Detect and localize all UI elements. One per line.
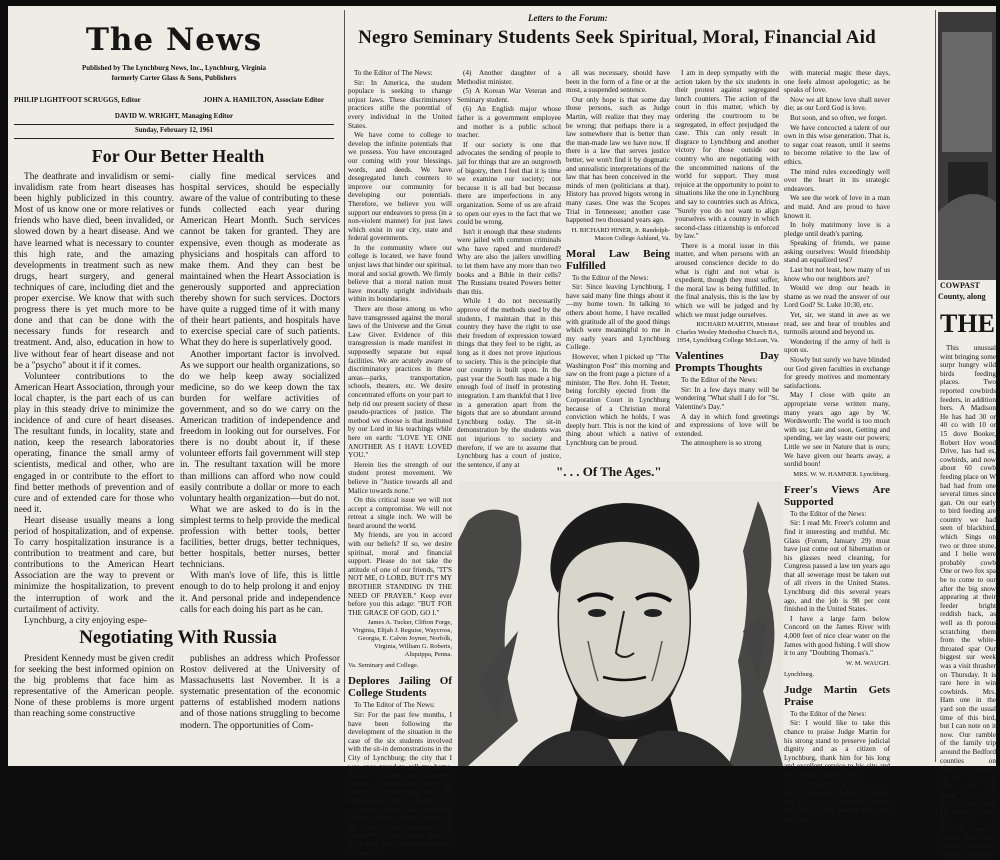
letter-paragraph: Now we all know love shall never die; as our Lord God is love. (784, 95, 890, 113)
letter-paragraph: Sir: I would like to take this chance to praise Judge Martin for his strong stand to preserve judicial dignity and as a citizen of Lynchburg, thank him for his long and excellent service to his city and state in the cause of justice. (784, 719, 890, 779)
letter-paragraph: However, when I picked up "The Washington Post" this morning and saw on the front page a picture of a minister, The Rev. John H. Teeter, being forcibly ejected from the Corporation Court in Lynchburg because of a Christian moral conviction which he holds, I was deeply hurt. This is not the kind of thing about which a native of Lynchburg can be proud. (566, 353, 670, 447)
letter-paragraph: Herein lies the strength of our student protest movement. We believe in "Justice towards all and Malice towards none." (348, 460, 452, 495)
letter-paragraph: Yet, sir, we stand in awe as we read, see and hear of troubles and turmoils around and beyond us. (784, 311, 890, 337)
letter-paragraph: To the Editor of the News: (572, 273, 649, 282)
letter-paragraph: with material magic these days, one feels almost apologetic; as he speaks of love. (784, 69, 890, 95)
letter-paragraph: In the community where our college is located, we have found unjust laws that hinder our spiritual, moral and social growth. We firmly believe that a moral nation must have morally upright individuals within its boundaries. (348, 243, 452, 304)
letter-paragraph: May I close with quite an appropriate verse written many, many years ago age by W. Wordsworth: The world is too much with us; Late and soon, Getting and spending, we lay waste our powers; Little we see in Nature that is ours; We have given our hearts away, a sordid boon! (784, 391, 890, 469)
column-divider (935, 10, 936, 762)
letter-signature: James A. Tucker, Clifton Forge, Virginia, Elijah J. Reguise, Waycross, Georgia, E. Calvin Joyner, Norfolk, Virginia, William G. Roberts, Aliquippa, Penna. (352, 619, 452, 659)
masthead (8, 6, 340, 144)
nature-paragraph: This unusual wint bringing some surpr hungry wild birds feeding places. Two reported cowbirds feeders, in addition bers. A Madison He has had 30 or 40 co with 10 or 15 dove Booker, Robert Hov wood Drive, has had es, cowbirds, and now about 60 cowb feeding place on W had had from one several times since gan. On our early to bird feeding are country we had seen of blackbird, which Sings on two or three stone, and I belie were probably cowb One or two fox spa be to come to our after the big snow appearing at their feeder bright reddish back, as well as th porous scratching them from the white-throated spar Our biggest sur week was a visit thrasher on Thursday. It is rare here in win cowbirds. Mrs. Ham one in the yard son the usual time of this bird, but I can note on it now. Our ramble of the family trip around the Bedford counties on afternoon. The rout on US 29 to its inter route 24, about 12 m city. We followed about 16 miles to route 43, which to Bedford. Here we 122 to Big Island back to Lynchburg. route for seeing the (940, 344, 996, 860)
letter-paragraph: Isn't it enough that these students were jailed with common criminals who have raped and murdered? Why are also the jailers unwilling to let them have any more than two books and a Bible in their cells? The Russians treated Powers better than this. (457, 227, 561, 296)
letter-paragraph: To the Editor of the News: (790, 709, 867, 718)
letter-paragraph: My friends, are you in accord with our beliefs? If so, we desire spiritual, moral and financial support. Please do not take the attitude of one of our friends, "IT'S NOT ME, O LORD, BUT IT'S MY BROTHER STANDING IN THE NEED OF PRAYER." Keep ever before you this adage: "BUT FOR THE GRACE OF GOD, GO I." (348, 531, 452, 617)
letter-paragraph: We see the work of love in a man and maid. And are proud to have known it. (784, 194, 890, 220)
forum-column-b (457, 69, 561, 469)
newspaper-page (8, 6, 996, 860)
letter-paragraph: Sir: Since leaving Lynchburg, I have said many fine things about it—my home town. In talking to others about home, I have recalled with gratitude all of the good things which were meaningful to me in my early years and Lynchburg College. (566, 283, 670, 352)
letter-paragraph: But soon, and so often, we forget. (790, 113, 888, 122)
letter-headline: Freer's Views Are Supported (784, 483, 890, 508)
letter-signature: W. M. WAUGH. (845, 659, 890, 667)
russia-column-1 (14, 654, 174, 764)
letter-headline: Moral Law Being Fulfilled (566, 247, 670, 272)
letter-paragraph: A day in which fond greetings and expressions of love will be extended. (675, 412, 779, 438)
letter-paragraph: To the Editor of the News: (681, 376, 758, 385)
letter-headline: Deplores Jailing Of College Students (348, 675, 452, 700)
health-paragraph: Heart disease usually means a long period of hospitalization, and of expense. To carry hospitalization insurance is a contribution to treatment and care, but contributions to the American Heart Association are the way to prevent or minimize the hospitalization, to prevent the interruption of work and the curtailment of activity. (14, 515, 174, 615)
letter-paragraph: (4) Another daughter of a Methodist minister. (457, 69, 561, 86)
health-column-2 (180, 172, 340, 624)
formerly-line: formerly Carter Glass & Sons, Publishers (111, 74, 237, 82)
masthead-rule-2 (14, 138, 334, 139)
letter-organization: Va. Seminary and College. (348, 662, 419, 670)
letter-paragraph: Our only hope is that some day those persons, such as Judge Martin, will realize that they may be wrong; that perhaps there is a law somewhere that is better than the man-made law we have now. If there is a law that serves justice better, we won't find it by dogmatic and unrealistic interpretations of the law that has been conceived in the minds of men (politicians at that). History has proved bigots wrong in many cases. One was the Scopes Trial in Tennessee; another case happened two thousand years ago. (566, 95, 670, 225)
letter-paragraph: There is a moral issue in this matter, and when persons with an aroused conscience decide to do what is right and not what is expedient, though they must suffer, the moral law is being fulfilled. In the final analysis, this is the law by which we will be judged and by which we must judge ourselves. (675, 241, 779, 319)
health-paragraph: Lynchburg, a city enjoying espe- (24, 615, 147, 626)
health-paragraph: Volunteer contributions to the American Heart Association, through your local chapter, is the part each of us can play in this steady drive to minimize the incidence of and cure of heart diseases. The resultant funds, in locality, state and nation, keep the research laboratories operating, finance the small army of scientists, medical and other, who are engaged in or contribute to the effort to find better methods of prevention and of cure and of extended care for those who need it. (14, 371, 174, 515)
letter-signature: H. RICHARD HINER, Jr. Randolph-Macon College Ashland, Va. (571, 226, 670, 242)
letter-paragraph: (5) A Korean War Veteran and Seminary student. (457, 87, 561, 104)
letter-headline: Judge Martin Gets Praise (784, 683, 890, 708)
letter-paragraph: Wondering if the army of hell is upon us. (784, 337, 890, 355)
letter-paragraph: The atmosphere is so strong (681, 439, 762, 448)
letter-paragraph: I am thankful that I have never been a defendant before his court, but if I were a defendant, I would feel sure of a fair hearing and a just decision. (784, 780, 890, 823)
publisher-line: Published by The Lynchburg News, Inc., Lynchburg, Virginia (81, 64, 267, 72)
forum-column-d (675, 69, 779, 459)
issue-date: Sunday, February 12, 1961 (135, 127, 213, 134)
letter-signature: MRS. W. W. HAMNER. Lynchburg. (793, 470, 890, 478)
letter-paragraph: Sir: In America, the student populace is seeking to change unjust laws. These discriminatory practices stifle the potential of every individual in the United States. (348, 78, 452, 130)
letter-paragraph: Speaking of friends, we pause asking ourselves: Would friendship stand an equalized test? (784, 239, 890, 265)
letter-paragraph: all was necessary, should have been in the form of a fine or at the most, a suspended sentence. (566, 69, 670, 95)
letter-paragraph: While I do not necessarily approve of the methods used by the students, I maintain that in this country they have the right to use their freedom of expression toward things that they feel to be right, as long as it does not prove injurious to society. This is the principle that our country is built upon. In the past year the South has made a big enough fool of itself in protesting integration. I am thankful that I live in a generation apart from the bigots that are so abundant around Lynchburg today. The sit-in demonstration by the students was not injurious to society and therefore, if we are to assume that Lynchburg has a court of justice, the sentence, if any at (457, 297, 561, 469)
health-headline: For Our Better Health (91, 146, 265, 166)
letter-headline: Valentines Day Prompts Thoughts (675, 350, 779, 375)
nature-column (940, 344, 996, 860)
associate-editor-name: JOHN A. HAMILTON, Associate Editor (203, 96, 324, 104)
cartoon-caption: ". . . Of The Ages." (556, 464, 662, 479)
forum-label: Letters to the Forum: (528, 13, 608, 23)
russia-paragraph: publishes an address which Professor Rostov delivered at the University of Massachusetts last November. It is a systematic presentation of the economic patterns of established modern nations and of those nations struggling to become modern. The opportunities of Com- (180, 654, 340, 731)
letter-paragraph: To The Editor of The News: (354, 701, 435, 710)
letter-paragraph: Sir: I read Mr. Freer's column and find it interesting and truthful. Mr. Glass (Forum, January 29) must have just come out of hibernation or his glasses need cleaning, for Congress passed a law ten years ago that all sewerage must be taken out of all rivers in the United States. Lynchburg did this several years ago, and the job is 98 per cent finished in the United States. (784, 519, 890, 614)
lincoln-cartoon-illustration (458, 481, 783, 766)
column-headline: THE (940, 309, 995, 338)
photo-caption-subtitle: County, along (938, 292, 986, 301)
letter-paragraph: Sir: In a few days many will be wondering "What shall I do for "St. Valentine's Day." (675, 385, 779, 411)
forum-column-e (784, 69, 891, 823)
letter-paragraph: There are those among us who have transgressed against the moral laws of the Universe and the Great Law Giver. Evidence of this transgression is made manifest in supposedly separate but equal facilities. We are acutely aware of discriminatory practices in these areas—parks, transportation, schools, theaters, etc. We desire concentrated efforts on your part to help rid our present society of these pseudo-practices of justice. The method we choose is that instituted by our Lord in his teachings while here on earth: "LOVE YE ONE ANOTHER AS I HAVE LOVED YOU." (348, 305, 452, 460)
letter-paragraph: (6) An English major whose father is a government employee and mother is a public school teacher. (457, 105, 561, 140)
column-divider (344, 10, 345, 762)
letter-paragraph: Would we drop our heads in shame as we read the answer of our Lord God? St. Luke 10:30, etc. (784, 284, 890, 310)
cropped-photograph (938, 12, 996, 280)
letter-signature: RICHARD MARTIN, Minister Charles Wesley Methodist Church BA, 1954, Lynchburg College McLean, Va. (676, 321, 779, 345)
letter-place: Lynchburg. (784, 670, 815, 678)
letter-paragraph: In holy matrimony love is a pledge until death's parting. (784, 221, 890, 238)
letter-paragraph: To the Editor of the News: (790, 509, 867, 518)
russia-paragraph: President Kennedy must be given credit for seeking the best informed opinion on the big problems that face him as representative of the American people. None of these problems is more urgent than reaching some constructive (14, 654, 174, 720)
letter-paragraph: We have concocted a talent of our own in this wise generation. That is, to sugar coat reason, until it seems to become relative to the law of ethics. (784, 123, 890, 166)
letter-paragraph: The mind rules exceedingly well over the heart in its strategic endeavors. (784, 167, 890, 193)
health-paragraph: What we are asked to do is in the simplest terms to help provide the medical profession with better tools, better facilities, better drugs, better techniques, better hospitals, better nurses, better technicians. (180, 504, 340, 571)
letter-paragraph: Sir: For the past few months, I have been following the development of the situation in the case of the six students involved with the sit-in demonstrations in the City of Lynchburg; the city that I was once proud to call my home. While watching the situation progress, I had enough faith in the people of Lynchburg and the Corporation Court to think that a reasonable solution and punishment (short of jailing) could be reached if the Court felt that punishment was necessary. Words cannot describe the feeling that I experienced when I learned of (348, 711, 452, 857)
letter-paragraph: We have come to college to develop the infinite potentials that we possess. You have encouraged our coming with your blessings, words, and deeds. We have desegregated lunch counters to improve our community for developing our potentials. Therefore, we believe you will support our endeavors to press (in a non-violent manner) for just laws which exist in our city, state and federal governments. (348, 131, 452, 243)
masthead-name: The News (85, 22, 263, 58)
letter-paragraph: To the Editor of The News: (354, 69, 433, 77)
letter-paragraph: On this critical issue we will not accept a compromise. We will not retreat a single inch. We will be heard around the world. (348, 496, 452, 530)
health-paragraph: The deathrate and invalidism or semi-invalidism rate from heart diseases has been highly publicized in this country. Most of us know one or more relatives or friends who have died, been invalided, or slowed down by a heart disease. And we have learned what is necessary to counter this high rate, and the amazing developments in treatment such as new drugs, heart surgery, and general techniques of care, including diet and the proper exercise. We know that with such progress there is yet much more to be done and that can be done with the necessary funds for research and treatment. And, also, education in how to live without fear of heart disease and not be a "psycho" about it if it comes. (14, 172, 174, 371)
letter-paragraph: I have a large farm below Concord on the James River with 4,000 feet of nice clear water on the James with good fishing. I will show it to any "Doubting Thomas's." (784, 614, 891, 658)
forum-headline: Negro Seminary Students Seek Spiritual, Moral, Financial Aid (358, 27, 876, 48)
russia-headline: Negotiating With Russia (79, 627, 277, 648)
forum-column-a (348, 69, 452, 857)
health-paragraph: Another important factor is involved. As we support our health organizations, so do we help keep away socialized medicine, so do we keep down the tax burden for welfare activities of government, and so do we carry on the American tradition of independence and freedom in looking out for ourselves. For there is no doubt about it, if these volunteer efforts fail government will step in. The resultant taxation will be more than millions can afford who now could easily contribute a dollar or more to each voluntary health organization—but do not. (180, 349, 340, 504)
health-paragraph: With man's love of life, this is little enough to do to help prolong it and enjoy it. And personal pride and independence calls for each doing his part as he can. (180, 571, 340, 615)
managing-editor-name: DAVID W. WRIGHT, Managing Editor (114, 112, 234, 120)
letter-paragraph: I am in deep sympathy with the action taken by the six students in their protest against segregated lunch counters. The action of the court in this matter, which by ordering the courtroom to be segregated, in effect prejudged the case. This can only result in disgrace to Lynchburg and another victory for those outside our country who are negotiating with the uncommitted nations of the world for support. They must rejoice at the opportunity to point to situations like the one in Lynchburg and say to countries such as Africa, "Surely you do not want to align yourselves with a country in which second-class citizenship is enforced by law." (675, 69, 779, 241)
letter-paragraph: If our society is one that advocates the sending of people to jail for things that are an outgrowth of bigotry, then I feel that it is time we examine our society; not because it is all bad but because there are imperfections in any organization. Some of us are afraid to open our eyes to the fact that we could be wrong. (457, 140, 561, 227)
editor-name: PHILIP LIGHTFOOT SCRUGGS, Editor (14, 96, 141, 104)
health-column-1 (14, 172, 174, 624)
letter-paragraph: Slowly but surely we have blinded our God given faculties in exchange for greedy motives and momentary satisfactions. (784, 356, 890, 390)
masthead-rule (14, 124, 334, 125)
photo-caption-title: COWPAST (940, 281, 980, 290)
russia-column-2 (180, 654, 340, 764)
forum-column-c (566, 69, 670, 459)
health-paragraph: cially fine medical services and hospital services, should be especially aware of the value of contributing to these funds collected each year during American Heart Month. Such services cannot be taken for granted. They are expensive, even though as moderate as physicians and hospitals can afford to make them. And they can best be maintained when the Heart Association is generously supported and appreciation thereby shown for such services. Doctors have quite a rugged time of it with many of their heart patients, and hospitals have to exercise special care of such patients. What they do here is superlatively good. (180, 172, 340, 349)
letter-paragraph: Last but not least, how many of us know who our neighbors are? (784, 266, 890, 283)
